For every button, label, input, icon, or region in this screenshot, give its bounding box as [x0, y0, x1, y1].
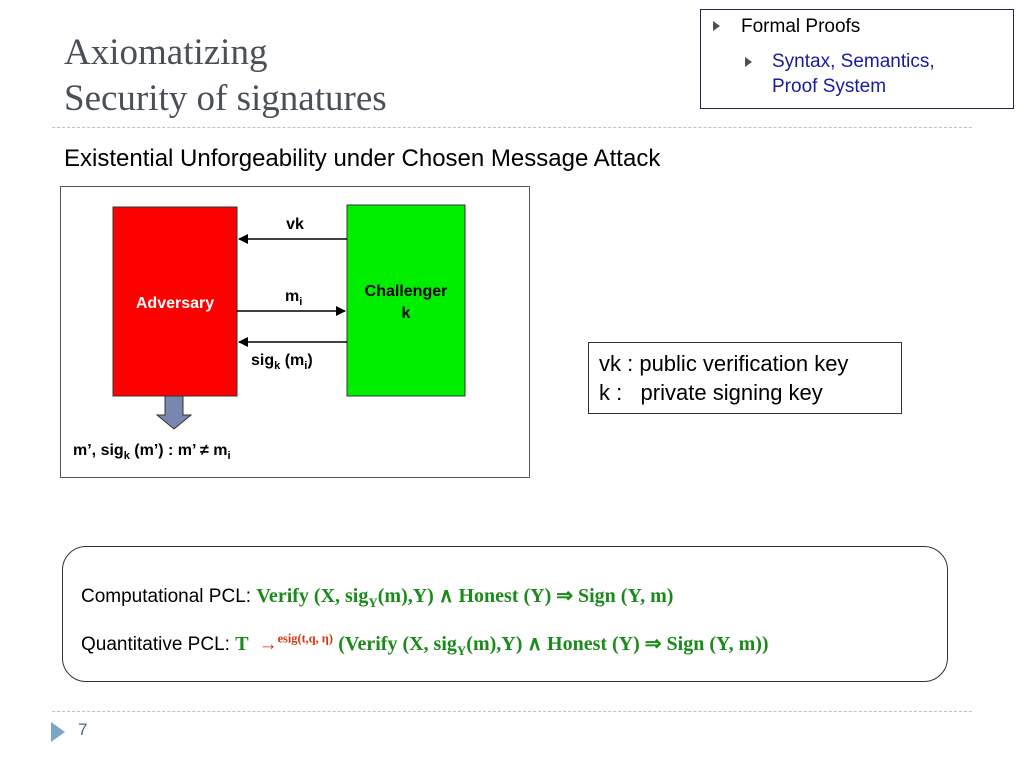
bullet-triangle-icon — [713, 21, 720, 31]
output-down-arrow-icon — [157, 396, 191, 429]
computational-pcl-line — [81, 583, 673, 611]
key-legend — [588, 342, 902, 414]
title-line-2: Security of signatures — [64, 78, 387, 119]
header-divider — [52, 127, 972, 128]
computational-pcl-label: Computational PCL: — [81, 586, 252, 607]
challenger-box — [347, 205, 465, 396]
quantitative-pcl-T: T — [235, 633, 249, 655]
outline-subitem-line-1: Syntax, Semantics, — [772, 51, 935, 72]
page-number: 7 — [78, 720, 88, 739]
outline-box — [700, 9, 1014, 109]
legend-vk: vk : public verification key — [599, 351, 849, 376]
computational-pcl-formula: Verify (X, sig$_Y$(m),Y) ∧ Honest (Y) ⇒ Sign (Y, m) — [256, 585, 674, 610]
diagram-svg — [61, 187, 531, 479]
title-line-1: Axiomatizing — [64, 32, 268, 73]
quantitative-pcl-line — [81, 631, 769, 659]
outline-item-formal-proofs: Formal Proofs — [741, 16, 861, 37]
challenger-label-line-2: k — [401, 305, 411, 322]
sig-message-label: sig$_k$ $(m_i)$ — [251, 352, 313, 372]
quantitative-pcl-formula: (Verify (X, sig$_Y$(m),Y) ∧ Honest (Y) ⇒ Sign (Y, m)) — [338, 633, 769, 658]
mi-message-label: $m_i$ — [285, 288, 303, 308]
quantitative-pcl-arrow: →$^{esig(t,q, \eta)}$ — [258, 631, 333, 655]
outline-subitem-line-2: Proof System — [772, 76, 887, 97]
vk-message-label: vk — [286, 216, 304, 233]
legend-k: k : private signing key — [599, 380, 823, 405]
quantitative-pcl-label: Quantitative PCL: — [81, 634, 230, 655]
slide-subtitle: Existential Unforgeability under Chosen Message Attack — [64, 145, 661, 172]
footer-divider — [52, 711, 972, 712]
slide-title — [64, 30, 387, 122]
forgery-output-label: m’, sig$_k$ (m’) : m’ ≠ $m_i$ — [73, 442, 231, 462]
footer-triangle-icon — [51, 722, 65, 742]
adversary-label: Adversary — [135, 295, 215, 312]
challenger-label-line-1: Challenger — [364, 283, 448, 300]
pcl-box — [62, 546, 948, 682]
protocol-diagram — [60, 186, 530, 478]
sub-bullet-triangle-icon — [745, 57, 752, 67]
